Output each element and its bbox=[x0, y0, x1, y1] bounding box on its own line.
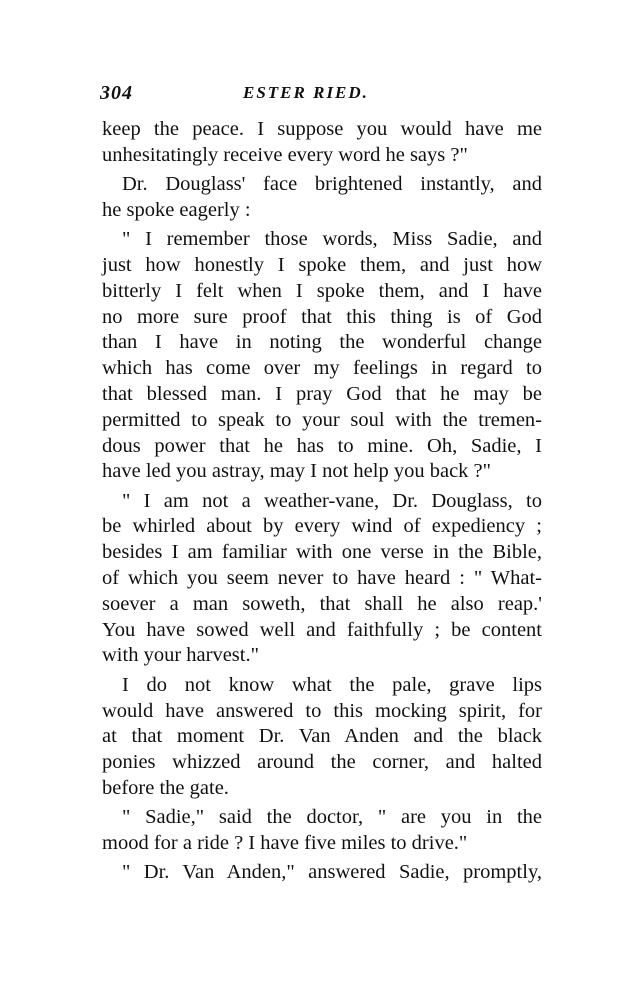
text-line: ponies whizzed around the corner, and halted bbox=[102, 751, 542, 774]
text-line: bitterly I felt when I spoke them, and I have bbox=[102, 279, 542, 302]
text-line: would have answered to this mocking spirit, for bbox=[102, 699, 542, 722]
page-header bbox=[100, 82, 545, 108]
text-line: mood for a ride ? I have five miles to drive." bbox=[102, 832, 468, 855]
text-line: I do not know what the pale, grave lips bbox=[122, 673, 542, 696]
text-line: " Dr. Van Anden," answered Sadie, promptly, bbox=[122, 861, 542, 884]
text-line: be whirled about by every wind of expediency ; bbox=[102, 515, 542, 538]
text-line: soever a man soweth, that shall he also reap.' bbox=[102, 592, 542, 615]
text-line: keep the peace. I suppose you would have me bbox=[102, 118, 542, 140]
body-text bbox=[102, 117, 542, 886]
text-line: permitted to speak to your soul with the tremen- bbox=[102, 408, 542, 431]
text-line: he spoke eagerly : bbox=[102, 198, 251, 221]
text-line: no more sure proof that this thing is of God bbox=[102, 305, 542, 328]
text-line: " I am not a weather-vane, Dr. Douglass, to bbox=[122, 489, 542, 512]
text-line: which has come over my feelings in regard to bbox=[102, 357, 542, 380]
text-line: besides I am familiar with one verse in the Bible, bbox=[102, 541, 542, 564]
text-line: unhesitatingly receive every word he says ?" bbox=[102, 143, 468, 166]
text-line: before the gate. bbox=[102, 776, 229, 799]
text-line: Dr. Douglass' face brightened instantly, and bbox=[122, 173, 542, 196]
text-line: You have sowed well and faithfully ; be content bbox=[102, 618, 542, 641]
text-line: just how honestly I spoke them, and just how bbox=[102, 253, 542, 276]
page-number: 304 bbox=[100, 82, 133, 104]
text-line: than I have in noting the wonderful change bbox=[102, 331, 542, 354]
text-line: " Sadie," said the doctor, " are you in the bbox=[122, 806, 542, 829]
text-line: that blessed man. I pray God that he may be bbox=[102, 382, 542, 405]
running-title: ESTER RIED. bbox=[243, 83, 369, 102]
text-line: with your harvest." bbox=[102, 644, 259, 667]
text-line: have led you astray, may I not help you back ?" bbox=[102, 460, 492, 483]
text-line: dous power that he has to mine. Oh, Sadie, I bbox=[102, 434, 542, 457]
text-line: of which you seem never to have heard : " What- bbox=[102, 567, 542, 590]
text-line: at that moment Dr. Van Anden and the black bbox=[102, 725, 542, 748]
text-line: " I remember those words, Miss Sadie, and bbox=[122, 228, 542, 251]
